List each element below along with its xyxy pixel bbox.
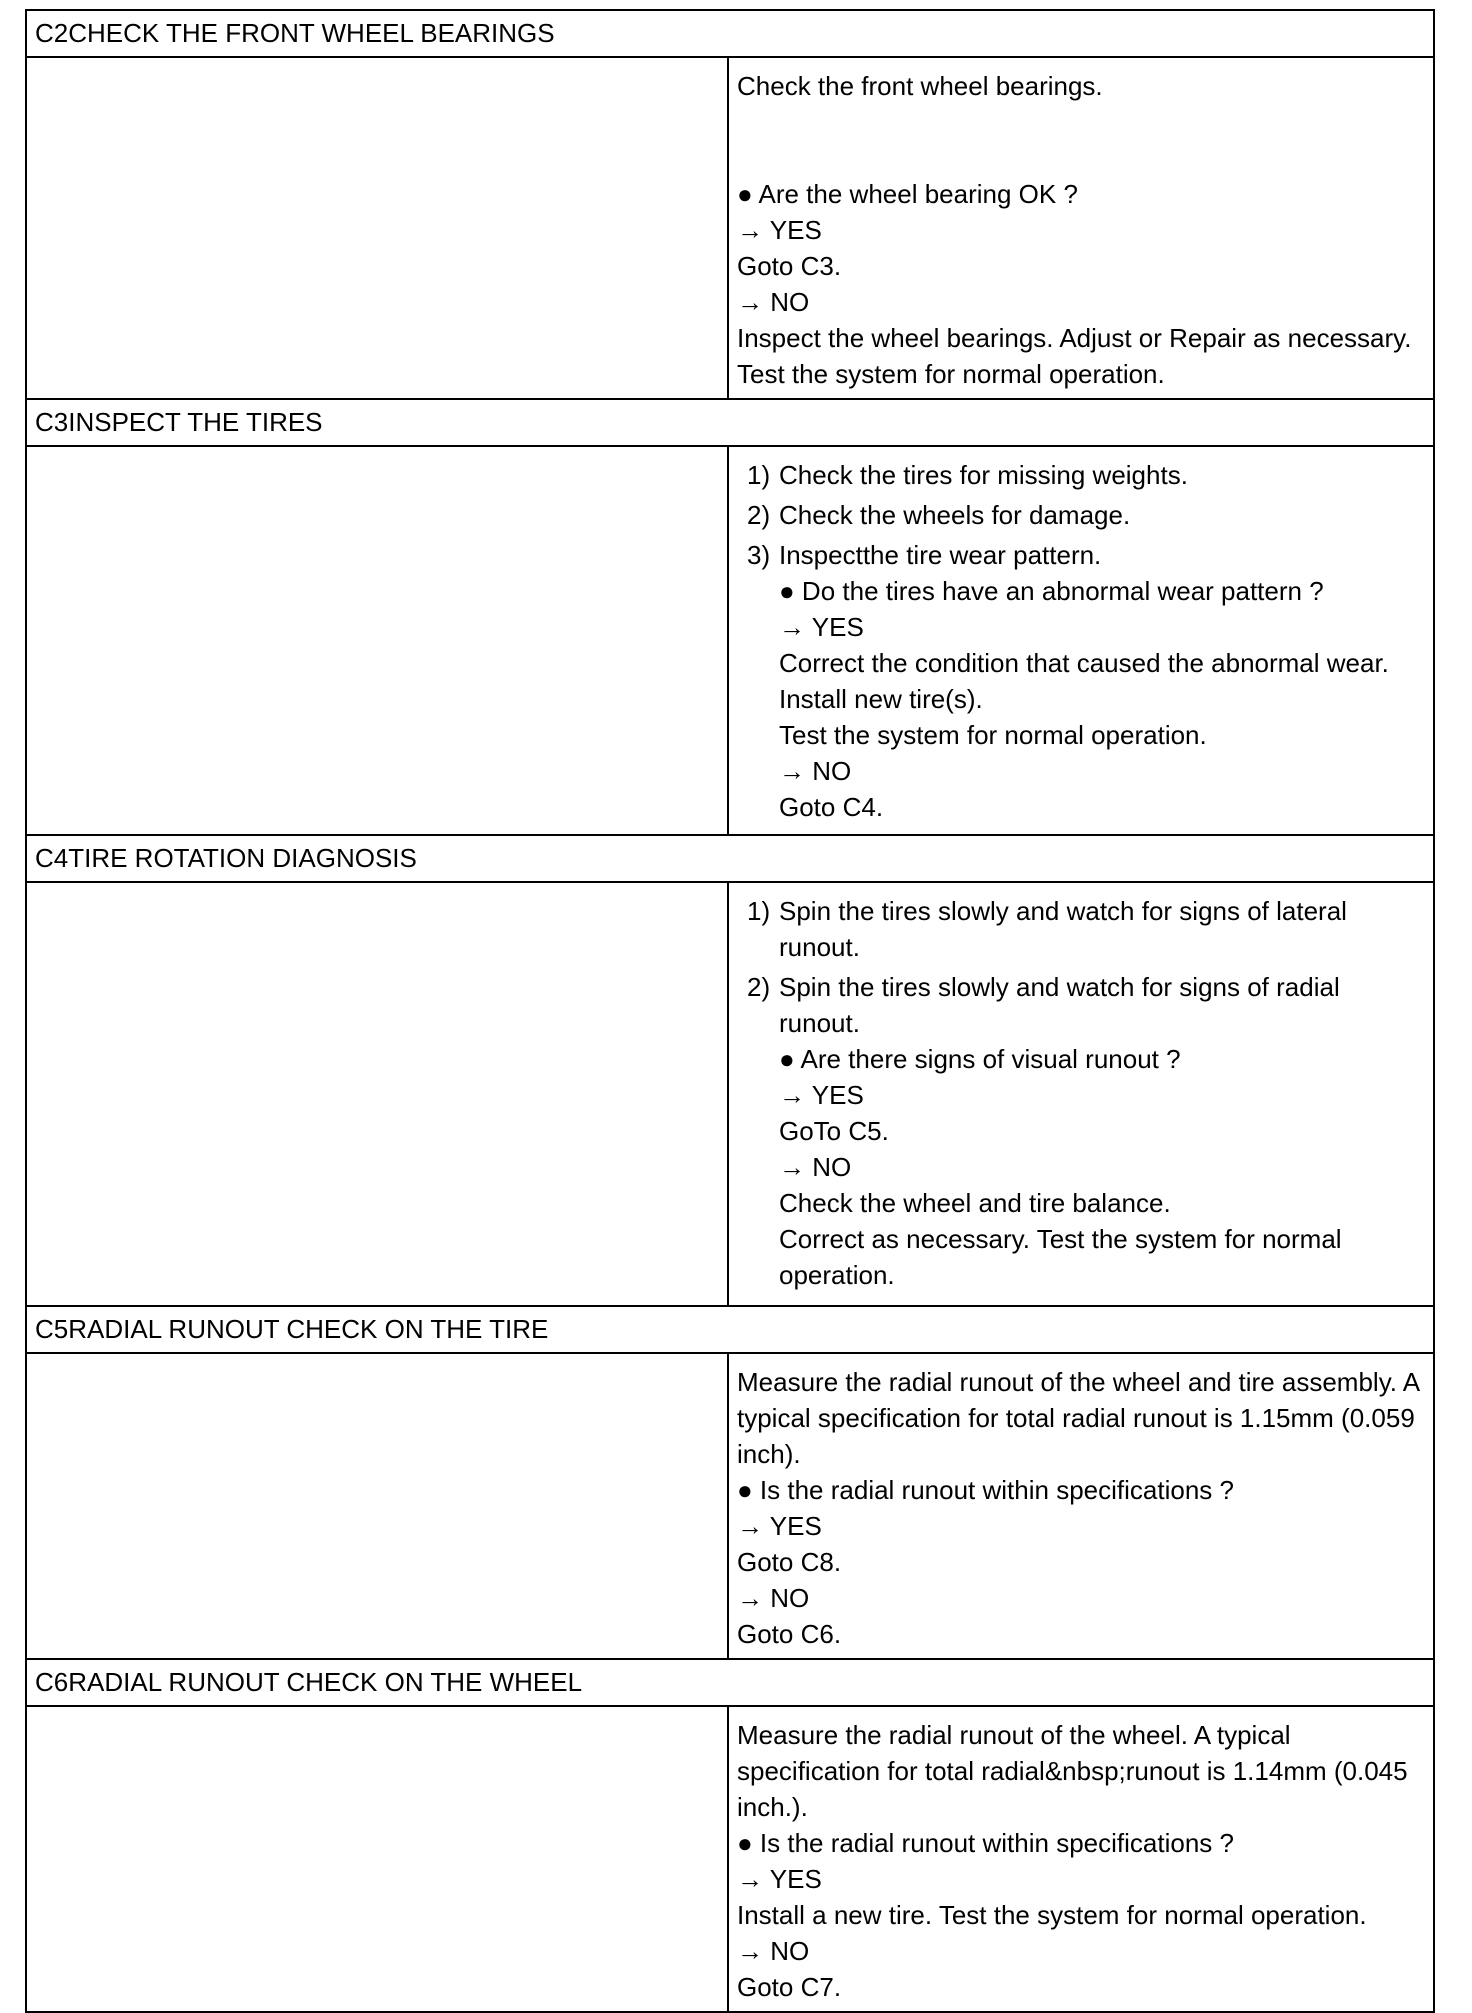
- intro-text-c5: Measure the radial runout of the wheel and tire assembly. A typical specification for total radial runout is 1.15mm (0.059 inch).: [737, 1367, 1419, 1469]
- no-label-c5: → NO: [737, 1583, 810, 1613]
- no-label-c2: → NO: [737, 287, 810, 317]
- no-label-c6: → NO: [737, 1936, 810, 1966]
- result-block-c4: [737, 1041, 1427, 1293]
- blank-cell-c3: [26, 446, 728, 835]
- question-c2: ● Are the wheel bearing OK ?: [737, 179, 1078, 209]
- step-number: 3): [747, 540, 771, 570]
- no-action-c3: Goto C4.: [779, 792, 884, 822]
- section-header-row-c2: [26, 10, 1434, 57]
- no-label-c3: → NO: [779, 756, 852, 786]
- step-3-c3: [747, 537, 1427, 573]
- section-body-row-c5: [26, 1353, 1434, 1659]
- yes-label-c5: → YES: [737, 1511, 822, 1541]
- step-number: 1): [747, 460, 771, 490]
- yes-label-c2: → YES: [737, 215, 822, 245]
- spacer-c2: [737, 104, 1427, 176]
- step-number: 1): [747, 896, 771, 926]
- yes-action-2-c3: Test the system for normal operation.: [779, 720, 1207, 750]
- question-c6: ● Is the radial runout within specifications ?: [737, 1828, 1234, 1858]
- blank-cell-c2: [26, 57, 728, 399]
- no-label-c4: → NO: [779, 1152, 852, 1182]
- step-1-c3: [747, 457, 1427, 493]
- step-text: Spin the tires slowly and watch for signs of lateral runout.: [779, 896, 1347, 962]
- section-header-row-c4: [26, 835, 1434, 882]
- yes-action-c2: Goto C3.: [737, 251, 842, 281]
- content-cell-c5: [728, 1353, 1434, 1659]
- no-action-1-c4: Check the wheel and tire balance.: [779, 1188, 1171, 1218]
- section-header-row-c5: [26, 1306, 1434, 1353]
- no-action-c6: Goto C7.: [737, 1972, 842, 2002]
- section-title-c4: C4TIRE ROTATION DIAGNOSIS: [26, 835, 1434, 882]
- question-c3: ● Do the tires have an abnormal wear pattern ?: [779, 576, 1324, 606]
- yes-label-c3: → YES: [779, 612, 864, 642]
- section-header-row-c6: [26, 1659, 1434, 1706]
- content-cell-c2: [728, 57, 1434, 399]
- section-body-row-c2: [26, 57, 1434, 399]
- yes-label-c6: → YES: [737, 1864, 822, 1894]
- step-2-c3: [747, 497, 1427, 533]
- section-body-row-c4: [26, 882, 1434, 1306]
- yes-action-c5: Goto C8.: [737, 1547, 842, 1577]
- no-action-2-c4: Correct as necessary. Test the system for normal operation.: [779, 1224, 1342, 1290]
- no-action-c2: Inspect the wheel bearings. Adjust or Repair as necessary. Test the system for normal operation.: [737, 323, 1412, 389]
- question-c5: ● Is the radial runout within specifications ?: [737, 1475, 1234, 1505]
- yes-action-1-c3: Correct the condition that caused the abnormal wear. Install new tire(s).: [779, 648, 1389, 714]
- result-block-c3: [737, 573, 1427, 825]
- blank-cell-c5: [26, 1353, 728, 1659]
- yes-label-c4: → YES: [779, 1080, 864, 1110]
- step-2-c4: [747, 969, 1427, 1041]
- intro-text-c6: Measure the radial runout of the wheel. A typical specification for total radial&nbsp;runout is 1.14mm (0.045 inch.).: [737, 1720, 1408, 1822]
- intro-text-c2: Check the front wheel bearings.: [737, 71, 1103, 101]
- step-text: Check the wheels for damage.: [779, 500, 1131, 530]
- step-text: Inspectthe tire wear pattern.: [779, 540, 1102, 570]
- section-title-c2: C2CHECK THE FRONT WHEEL BEARINGS: [26, 10, 1434, 57]
- blank-cell-c6: [26, 1706, 728, 2012]
- step-text: Check the tires for missing weights.: [779, 460, 1188, 490]
- blank-cell-c4: [26, 882, 728, 1306]
- content-cell-c4: [728, 882, 1434, 1306]
- content-cell-c6: [728, 1706, 1434, 2012]
- step-1-c4: [747, 893, 1427, 965]
- section-body-row-c6: [26, 1706, 1434, 2012]
- yes-action-c6: Install a new tire. Test the system for normal operation.: [737, 1900, 1367, 1930]
- section-title-c6: C6RADIAL RUNOUT CHECK ON THE WHEEL: [26, 1659, 1434, 1706]
- section-header-row-c3: [26, 399, 1434, 446]
- step-number: 2): [747, 500, 771, 530]
- section-title-c5: C5RADIAL RUNOUT CHECK ON THE TIRE: [26, 1306, 1434, 1353]
- diagnostic-procedure-table: [25, 9, 1435, 2013]
- content-cell-c3: [728, 446, 1434, 835]
- section-body-row-c3: [26, 446, 1434, 835]
- section-title-c3: C3INSPECT THE TIRES: [26, 399, 1434, 446]
- yes-action-c4: GoTo C5.: [779, 1116, 889, 1146]
- step-number: 2): [747, 972, 771, 1002]
- question-c4: ● Are there signs of visual runout ?: [779, 1044, 1181, 1074]
- no-action-c5: Goto C6.: [737, 1619, 842, 1649]
- step-text: Spin the tires slowly and watch for signs of radial runout.: [779, 972, 1340, 1038]
